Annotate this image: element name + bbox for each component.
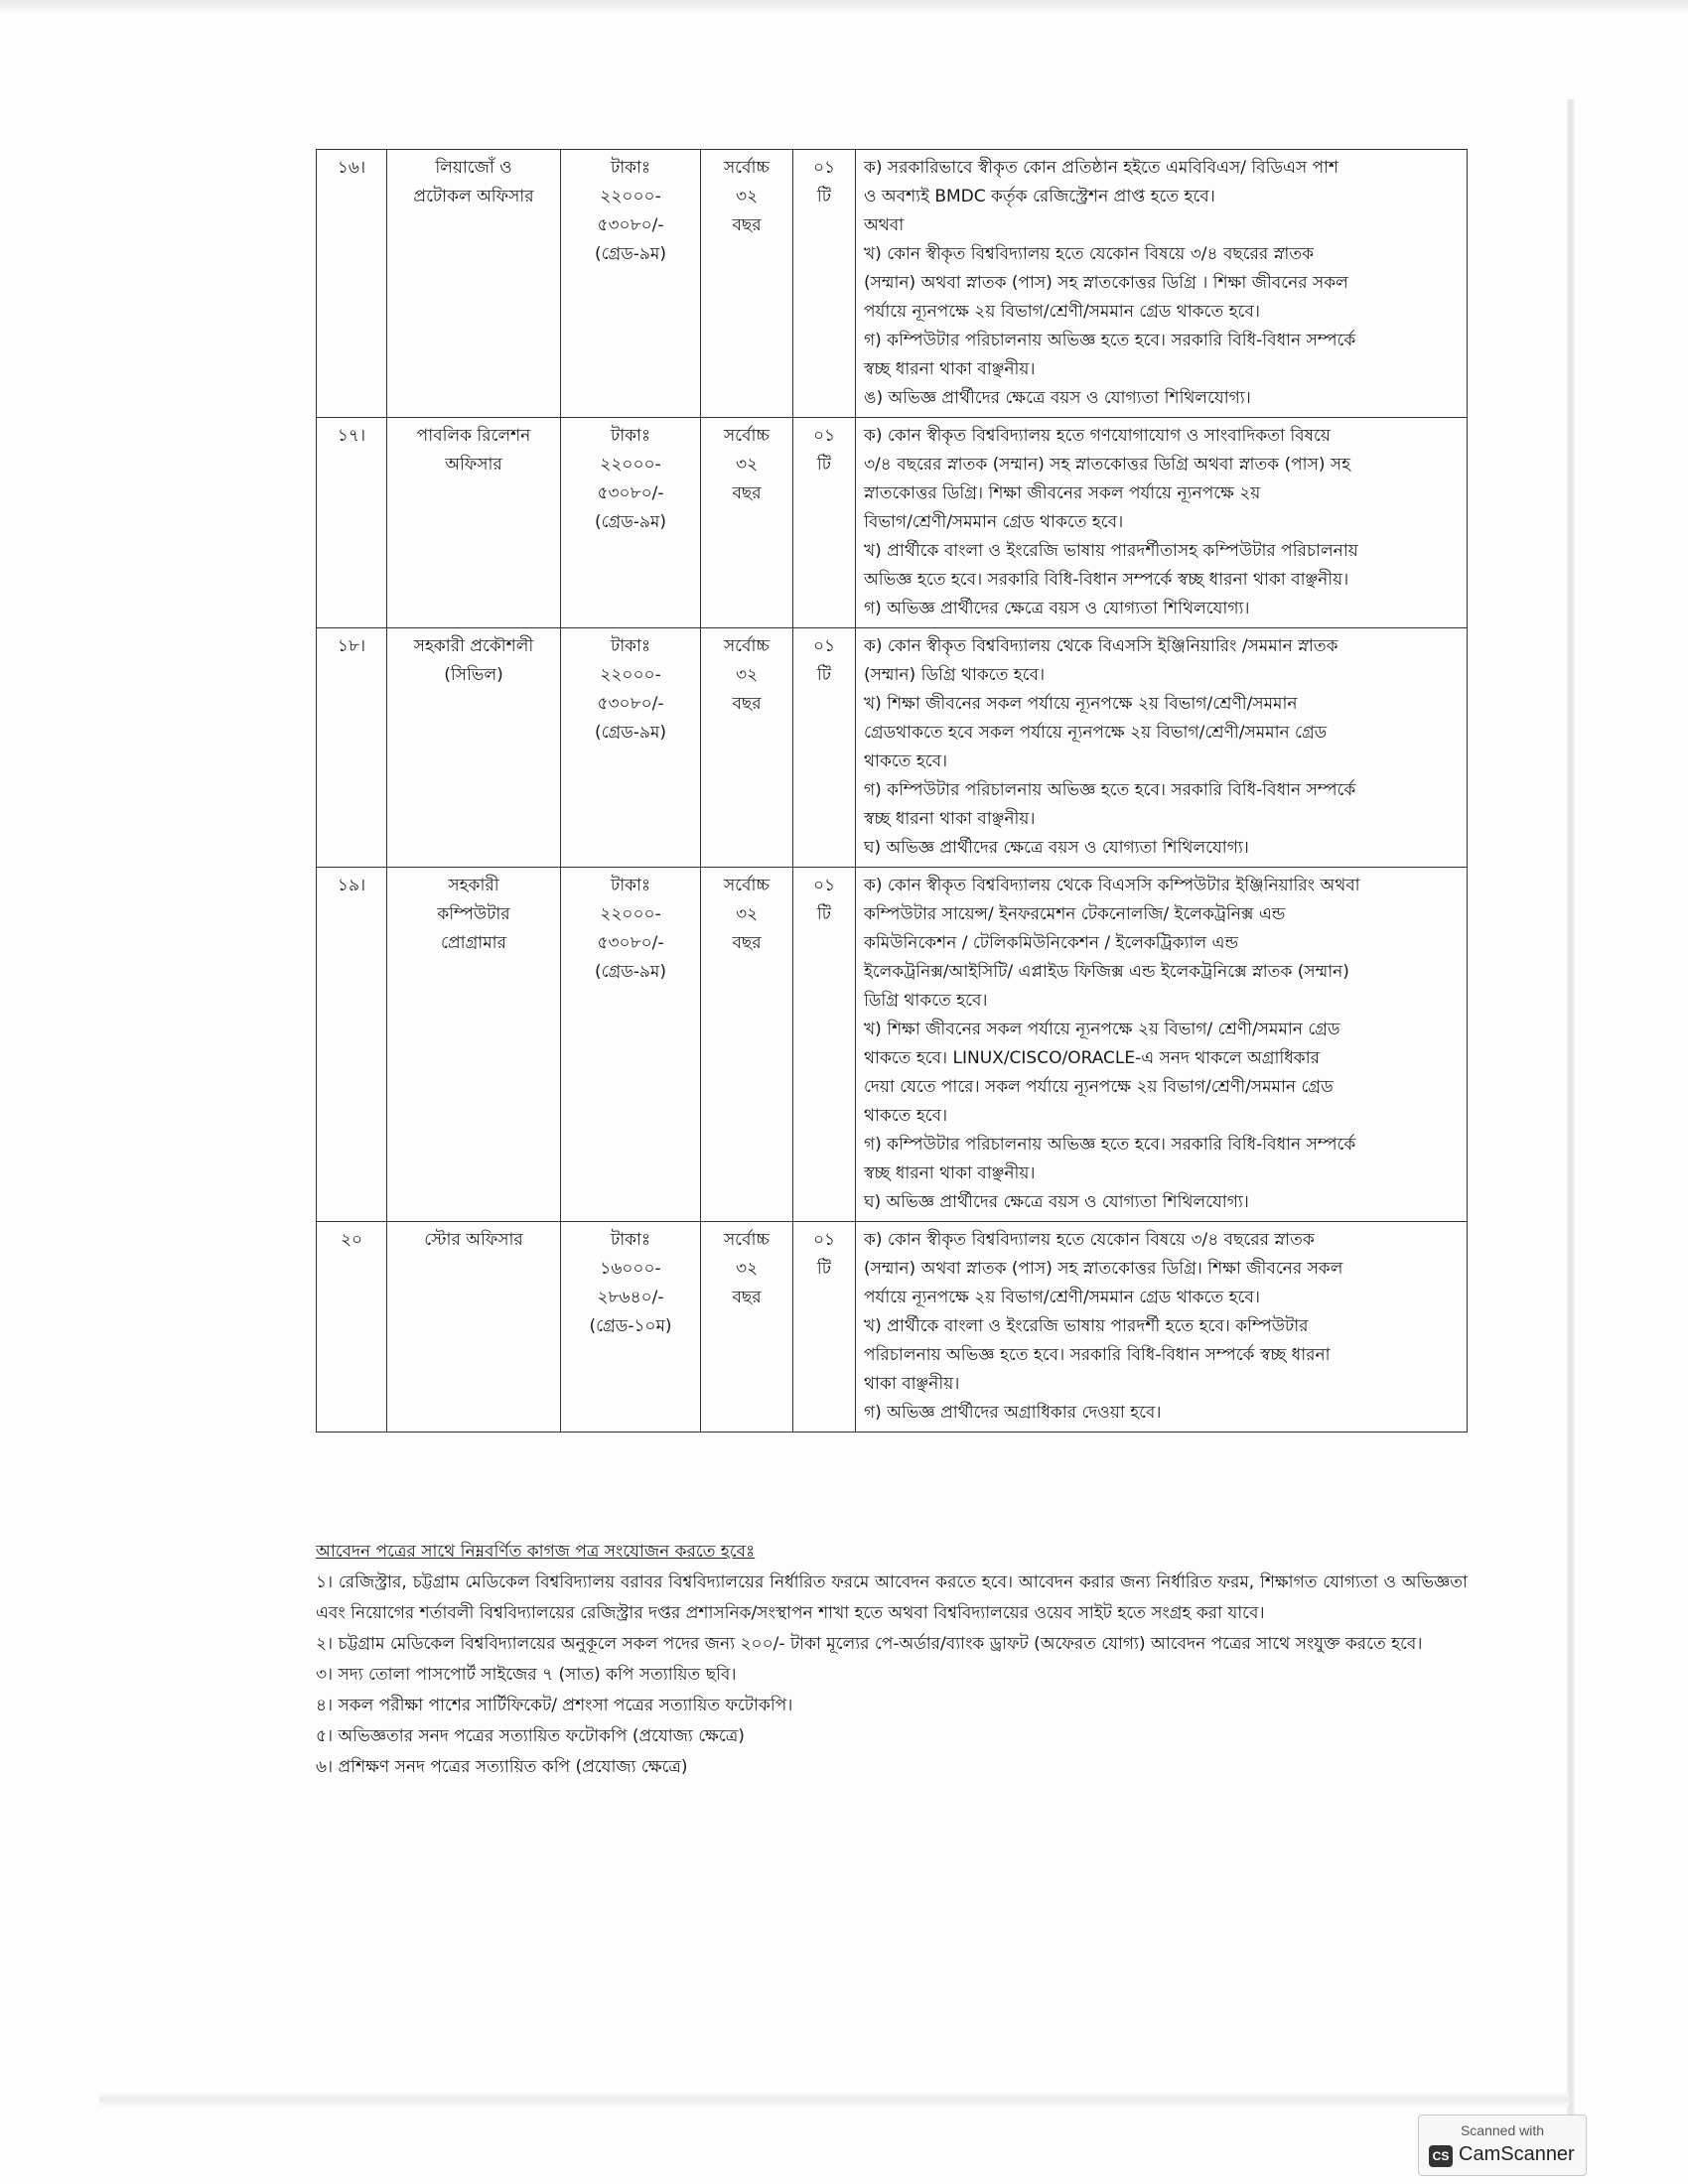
qualification-line: ক) কোন স্বীকৃত বিশ্ববিদ্যালয় হতে যেকোন বিষয়ে ৩/৪ বছরের স্নাতক: [864, 1230, 1315, 1250]
camscanner-logo-icon: CS: [1429, 2145, 1453, 2167]
age-limit-line: বছর: [732, 933, 762, 953]
qualification-line: দেয়া যেতে পারে। সকল পর্যায়ে ন্যূনপক্ষে ২য় বিভাগ/শ্রেণী/সমমান গ্রেড: [864, 1077, 1334, 1097]
qualification-line: কম্পিউটার সায়েন্স/ ইনফরমেশন টেকনোলজি/ ইলেকট্রনিক্স এন্ড: [864, 904, 1286, 924]
pay-scale-line: টাকাঃ: [610, 158, 651, 178]
qualification-line: ঘ) অভিজ্ঞ প্রার্থীদের ক্ষেত্রে বয়স ও যোগ্যতা শিথিলযোগ্য।: [864, 1192, 1249, 1212]
qualification-line: গ) কম্পিউটার পরিচালনায় অভিজ্ঞ হতে হবে। সরকারি বিধি-বিধান সম্পর্কে: [864, 780, 1356, 800]
qualification-line: থাকতে হবে।: [864, 751, 948, 771]
qualification-line: অথবা: [864, 215, 905, 235]
application-notes: [316, 1537, 1468, 1783]
post-count-cell: [793, 150, 856, 418]
scanned-with-label: Scanned with: [1460, 2122, 1545, 2138]
qualification-line: ইলেকট্রনিক্স/আইসিটি/ এপ্লাইড ফিজিক্স এন্ড ইলেকট্রনিক্সে স্নাতক (সম্মান): [864, 962, 1349, 982]
qualification-line: (সম্মান) অথবা স্নাতক (পাস) সহ স্নাতকোত্তর ডিগ্রি । শিক্ষা জীবনের সকল: [864, 273, 1348, 293]
post-count-line: টি: [816, 1259, 832, 1279]
vacancy-table: [316, 149, 1468, 1433]
qualification-line: স্বচ্ছ ধারনা থাকা বাঞ্ছনীয়।: [864, 1163, 1036, 1183]
qualification-line: স্বচ্ছ ধারনা থাকা বাঞ্ছনীয়।: [864, 359, 1036, 379]
qualification-line: খ) প্রার্থীকে বাংলা ও ইংরেজি ভাষায় পারদর্শী হতে হবে। কম্পিউটার: [864, 1316, 1309, 1336]
serial-cell: ২০: [317, 1222, 387, 1433]
post-name-line: সহকারী প্রকৌশলী: [413, 636, 534, 656]
note-item: ২। চট্টগ্রাম মেডিকেল বিশ্ববিদ্যালয়ের অনুকূলে সকল পদের জন্য ২০০/- টাকা মূল্যের পে-অর্ডার/ব্যাংক ড্রাফট (অফেরত যোগ্য) আবেদন পত্রের সাথে সংযুক্ত করতে হবে।: [316, 1634, 1423, 1654]
age-limit-line: ৩২: [735, 904, 759, 924]
qualification-line: গ) কম্পিউটার পরিচালনায় অভিজ্ঞ হতে হবে। সরকারি বিধি-বিধান সম্পর্কে: [864, 331, 1356, 350]
post-count-line: টি: [816, 904, 832, 924]
note-item: ৪। সকল পরীক্ষা পাশের সার্টিফিকেট/ প্রশংসা পত্রের সত্যায়িত ফটোকপি।: [316, 1696, 793, 1715]
qualification-line: ঘ) অভিজ্ঞ প্রার্থীদের ক্ষেত্রে বয়স ও যোগ্যতা শিথিলযোগ্য।: [864, 838, 1249, 858]
qualification-line: থাকা বাঞ্ছনীয়।: [864, 1374, 960, 1394]
note-item: ৩। সদ্য তোলা পাসপোর্ট সাইজের ৭ (সাত) কপি সত্যায়িত ছবি।: [316, 1665, 737, 1685]
post-count-line: ০১: [812, 1230, 836, 1250]
age-limit-cell: [701, 150, 793, 418]
serial-cell: ১৯।: [317, 868, 387, 1222]
qualification-cell: [856, 150, 1468, 418]
pay-scale-line: টাকাঃ: [610, 426, 651, 446]
pay-scale-cell: [561, 868, 701, 1222]
post-name-line: সহকারী: [448, 876, 499, 895]
table-row: [317, 1222, 1468, 1433]
post-name-line: প্রোগ্রামার: [441, 933, 506, 953]
post-count-line: ০১: [812, 426, 836, 446]
note-item: ৫। অভিজ্ঞতার সনদ পত্রের সত্যায়িত ফটোকপি (প্রযোজ্য ক্ষেত্রে): [316, 1726, 745, 1746]
qualification-line: গ) কম্পিউটার পরিচালনায় অভিজ্ঞ হতে হবে। সরকারি বিধি-বিধান সম্পর্কে: [864, 1135, 1356, 1155]
age-limit-cell: [701, 418, 793, 628]
age-limit-cell: [701, 868, 793, 1222]
note-item: ৬। প্রশিক্ষণ সনদ পত্রের সত্যায়িত কপি (প্রযোজ্য ক্ষেত্রে): [316, 1757, 688, 1777]
serial-cell: ১৬।: [317, 150, 387, 418]
qualification-line: ক) কোন স্বীকৃত বিশ্ববিদ্যালয় হতে গণযোগাযোগ ও সাংবাদিকতা বিষয়ে: [864, 426, 1331, 446]
paper-top-edge: [0, 0, 1688, 14]
post-name-line: অফিসার: [445, 455, 502, 475]
qualification-line: (সম্মান) ডিগ্রি থাকতে হবে।: [864, 665, 1046, 685]
post-name-line: লিয়াজোঁ ও: [435, 158, 512, 178]
age-limit-line: সর্বোচ্চ: [723, 426, 771, 446]
qualification-line: পর্যায়ে ন্যূনপক্ষে ২য় বিভাগ/শ্রেণী/সমমান গ্রেড থাকতে হবে।: [864, 1288, 1260, 1307]
post-count-line: ০১: [812, 158, 836, 178]
age-limit-line: বছর: [732, 215, 762, 235]
table-row: [317, 418, 1468, 628]
pay-scale-line: (গ্রেড-৯ম): [594, 723, 666, 743]
post-count-cell: [793, 868, 856, 1222]
age-limit-line: বছর: [732, 1288, 762, 1307]
post-count-line: ০১: [812, 636, 836, 656]
post-count-line: টি: [816, 455, 832, 475]
camscanner-name: CamScanner: [1459, 2143, 1575, 2165]
pay-scale-line: ৫৩০৮০/-: [597, 694, 664, 714]
post-count-line: টি: [816, 665, 832, 685]
camscanner-watermark: [1418, 2115, 1587, 2176]
qualification-line: ক) কোন স্বীকৃত বিশ্ববিদ্যালয় থেকে বিএসসি ইঞ্জিনিয়ারিং /সমমান স্নাতক: [864, 636, 1338, 656]
qualification-line: (সম্মান) অথবা স্নাতক (পাস) সহ স্নাতকোত্তর ডিগ্রি। শিক্ষা জীবনের সকল: [864, 1259, 1343, 1279]
post-name-cell: [387, 628, 561, 868]
pay-scale-cell: [561, 418, 701, 628]
age-limit-line: সর্বোচ্চ: [723, 1230, 771, 1250]
pay-scale-line: টাকাঃ: [610, 876, 651, 895]
pay-scale-line: (গ্রেড-১০ম): [589, 1316, 672, 1336]
post-name-cell: [387, 150, 561, 418]
vacancy-table-body: [317, 150, 1468, 1433]
age-limit-line: সর্বোচ্চ: [723, 158, 771, 178]
age-limit-cell: [701, 628, 793, 868]
post-count-cell: [793, 628, 856, 868]
pay-scale-line: ৫৩০৮০/-: [597, 215, 664, 235]
qualification-line: খ) শিক্ষা জীবনের সকল পর্যায়ে ন্যূনপক্ষে ২য় বিভাগ/শ্রেণী/সমমান: [864, 694, 1298, 714]
age-limit-line: ৩২: [735, 1259, 759, 1279]
qualification-line: থাকতে হবে। LINUX/CISCO/ORACLE-এ সনদ থাকলে অগ্রাধিকার: [864, 1048, 1320, 1068]
pay-scale-cell: [561, 1222, 701, 1433]
pay-scale-line: ২২০০০-: [600, 904, 661, 924]
table-row: [317, 150, 1468, 418]
pay-scale-line: টাকাঃ: [610, 1230, 651, 1250]
post-count-cell: [793, 1222, 856, 1433]
age-limit-line: ৩২: [735, 455, 759, 475]
qualification-line: ও অবশ্যই BMDC কর্তৃক রেজিস্ট্রেশন প্রাপ্ত হতে হবে।: [864, 187, 1215, 206]
serial-cell: ১৭।: [317, 418, 387, 628]
serial-cell: ১৮।: [317, 628, 387, 868]
post-name-cell: [387, 418, 561, 628]
qualification-line: কমিউনিকেশন / টেলিকমিউনিকেশন / ইলেকট্রিক্যাল এন্ড: [864, 933, 1239, 953]
age-limit-line: ৩২: [735, 665, 759, 685]
table-row: [317, 868, 1468, 1222]
qualification-cell: [856, 1222, 1468, 1433]
pay-scale-cell: [561, 628, 701, 868]
pay-scale-line: ২২০০০-: [600, 455, 661, 475]
post-name-line: স্টোর অফিসার: [424, 1230, 523, 1250]
age-limit-line: বছর: [732, 694, 762, 714]
qualification-line: ক) সরকারিভাবে স্বীকৃত কোন প্রতিষ্ঠান হইতে এমবিবিএস/ বিডিএস পাশ: [864, 158, 1339, 178]
paper-bottom-edge: [99, 2093, 1569, 2107]
qualification-line: বিভাগ/শ্রেণী/সমমান গ্রেড থাকতে হবে।: [864, 512, 1124, 532]
pay-scale-line: (গ্রেড-৯ম): [594, 962, 666, 982]
pay-scale-line: ৫৩০৮০/-: [597, 483, 664, 503]
note-item: ১। রেজিস্ট্রার, চট্টগ্রাম মেডিকেল বিশ্ববিদ্যালয় বরাবর বিশ্ববিদ্যালয়ের নির্ধারিত ফরমে আবেদন করতে হবে। আবেদন করার জন্য নির্ধারিত ফরম, শিক্ষাগত যোগ্যতা ও অভিজ্ঞতা এবং নিয়োগের শর্তাবলী বিশ্ববিদ্যালয়ের রেজিস্ট্রার দপ্তর প্রশাসনিক/সংস্থাপন শাখা হতে অথবা বিশ্ববিদ্যালয়ের ওয়েব সাইট হতে সংগ্রহ করা যাবে।: [316, 1572, 1468, 1623]
qualification-line: ডিগ্রি থাকতে হবে।: [864, 991, 988, 1011]
qualification-line: অভিজ্ঞ হতে হবে। সরকারি বিধি-বিধান সম্পর্কে স্বচ্ছ ধারনা থাকা বাঞ্ছনীয়।: [864, 570, 1349, 590]
age-limit-line: বছর: [732, 483, 762, 503]
post-count-line: টি: [816, 187, 832, 206]
qualification-line: ৩/৪ বছরের স্নাতক (সম্মান) সহ স্নাতকোত্তর ডিগ্রি অথবা স্নাতক (পাস) সহ: [864, 455, 1351, 475]
post-name-line: পাবলিক রিলেশন: [416, 426, 531, 446]
pay-scale-line: ২৮৬৪০/-: [597, 1288, 664, 1307]
qualification-line: খ) কোন স্বীকৃত বিশ্ববিদ্যালয় হতে যেকোন বিষয়ে ৩/৪ বছরের স্নাতক: [864, 244, 1314, 264]
post-name-cell: [387, 868, 561, 1222]
paper-right-edge: [1567, 99, 1575, 2115]
qualification-line: ক) কোন স্বীকৃত বিশ্ববিদ্যালয় থেকে বিএসসি কম্পিউটার ইঞ্জিনিয়ারিং অথবা: [864, 876, 1360, 895]
pay-scale-line: ২২০০০-: [600, 665, 661, 685]
qualification-cell: [856, 628, 1468, 868]
pay-scale-line: ২২০০০-: [600, 187, 661, 206]
qualification-line: খ) শিক্ষা জীবনের সকল পর্যায়ে ন্যূনপক্ষে ২য় বিভাগ/ শ্রেণী/সমমান গ্রেড: [864, 1020, 1340, 1039]
pay-scale-line: টাকাঃ: [610, 636, 651, 656]
qualification-line: স্নাতকোত্তর ডিগ্রি। শিক্ষা জীবনের সকল পর্যায়ে ন্যূনপক্ষে ২য়: [864, 483, 1261, 503]
post-name-line: কম্পিউটার: [437, 904, 510, 924]
post-count-cell: [793, 418, 856, 628]
qualification-line: স্বচ্ছ ধারনা থাকা বাঞ্ছনীয়।: [864, 809, 1036, 829]
qualification-line: গ) অভিজ্ঞ প্রার্থীদের ক্ষেত্রে বয়স ও যোগ্যতা শিথিলযোগ্য।: [864, 599, 1250, 618]
qualification-line: পরিচালনায় অভিজ্ঞ হতে হবে। সরকারি বিধি-বিধান সম্পর্কে স্বচ্ছ ধারনা: [864, 1345, 1331, 1365]
pay-scale-line: (গ্রেড-৯ম): [594, 512, 666, 532]
post-name-line: (সিভিল): [444, 665, 503, 685]
age-limit-line: সর্বোচ্চ: [723, 636, 771, 656]
age-limit-cell: [701, 1222, 793, 1433]
qualification-line: ঙ) অভিজ্ঞ প্রার্থীদের ক্ষেত্রে বয়স ও যোগ্যতা শিথিলযোগ্য।: [864, 388, 1251, 408]
qualification-line: খ) প্রার্থীকে বাংলা ও ইংরেজি ভাষায় পারদর্শীতাসহ কম্পিউটার পরিচালনায়: [864, 541, 1358, 561]
pay-scale-line: ৫৩০৮০/-: [597, 933, 664, 953]
qualification-line: গ) অভিজ্ঞ প্রার্থীদের অগ্রাধিকার দেওয়া হবে।: [864, 1403, 1162, 1423]
post-name-cell: [387, 1222, 561, 1433]
qualification-cell: [856, 418, 1468, 628]
pay-scale-cell: [561, 150, 701, 418]
age-limit-line: সর্বোচ্চ: [723, 876, 771, 895]
notes-heading: আবেদন পত্রের সাথে নিম্নবর্ণিত কাগজ পত্র সংযোজন করতে হবেঃ: [316, 1542, 756, 1562]
pay-scale-line: ১৬০০০-: [600, 1259, 661, 1279]
qualification-line: গ্রেডথাকতে হবে সকল পর্যায়ে ন্যূনপক্ষে ২য় বিভাগ/শ্রেণী/সমমান গ্রেড: [864, 723, 1328, 743]
age-limit-line: ৩২: [735, 187, 759, 206]
qualification-cell: [856, 868, 1468, 1222]
pay-scale-line: (গ্রেড-৯ম): [594, 244, 666, 264]
post-name-line: প্রটোকল অফিসার: [413, 187, 534, 206]
qualification-line: পর্যায়ে ন্যূনপক্ষে ২য় বিভাগ/শ্রেণী/সমমান গ্রেড থাকতে হবে।: [864, 302, 1260, 322]
qualification-line: থাকতে হবে।: [864, 1106, 948, 1126]
post-count-line: ০১: [812, 876, 836, 895]
table-row: [317, 628, 1468, 868]
